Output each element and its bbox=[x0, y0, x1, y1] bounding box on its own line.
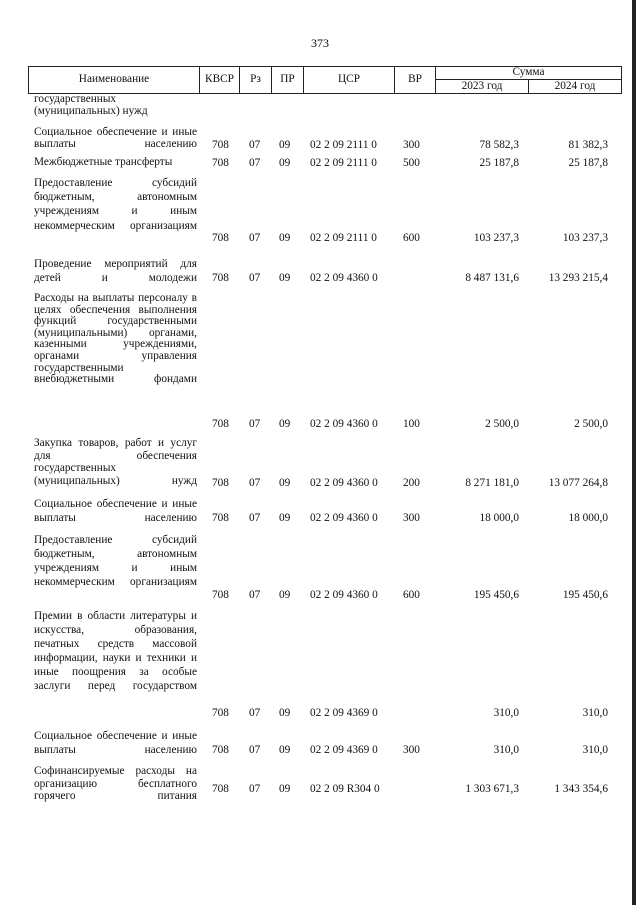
table-row bbox=[28, 765, 622, 811]
row-kvsr: 708 bbox=[212, 418, 229, 430]
row-name: Проведение мероприятий для детей и молодежи bbox=[34, 258, 197, 284]
row-csr: 02 2 09 4360 0 bbox=[310, 512, 378, 524]
row-csr: 02 2 09 4369 0 bbox=[310, 707, 378, 719]
row-kvsr: 708 bbox=[212, 139, 229, 151]
row-sum-2024: 103 237,3 bbox=[562, 232, 608, 244]
page-edge-border bbox=[632, 0, 636, 905]
row-sum-2023: 1 303 671,3 bbox=[465, 783, 519, 795]
row-sum-2023: 310,0 bbox=[493, 744, 519, 756]
row-name: Социальное обеспечение и иные выплаты населению bbox=[34, 126, 197, 150]
row-csr: 02 2 09 4360 0 bbox=[310, 477, 378, 489]
row-csr: 02 2 09 2111 0 bbox=[310, 139, 377, 151]
row-sum-2024: 18 000,0 bbox=[568, 512, 608, 524]
row-sum-2024: 195 450,6 bbox=[562, 589, 608, 601]
row-kvsr: 708 bbox=[212, 744, 229, 756]
row-pr: 09 bbox=[279, 744, 291, 756]
row-rz: 07 bbox=[249, 139, 261, 151]
row-rz: 07 bbox=[249, 707, 261, 719]
header-name: Наименование bbox=[28, 66, 200, 94]
row-csr: 02 2 09 R304 0 bbox=[310, 783, 380, 795]
row-sum-2024: 25 187,8 bbox=[568, 157, 608, 169]
row-csr: 02 2 09 2111 0 bbox=[310, 232, 377, 244]
header-pr: ПР bbox=[271, 66, 304, 94]
row-name: Социальное обеспечение и иные выплаты населению bbox=[34, 498, 197, 524]
row-name: государственных (муниципальных) нужд bbox=[34, 93, 148, 117]
table-row bbox=[28, 497, 622, 533]
table-body bbox=[28, 94, 622, 811]
header-year-2023: 2023 год bbox=[435, 79, 529, 94]
row-csr: 02 2 09 2111 0 bbox=[310, 157, 377, 169]
row-vr: 600 bbox=[403, 589, 420, 601]
row-name: Предоставление субсидий бюджетным, автономным учреждениям и иным некоммерческим организациям bbox=[34, 177, 197, 232]
table-row bbox=[28, 257, 622, 293]
row-vr: 300 bbox=[403, 139, 420, 151]
row-pr: 09 bbox=[279, 477, 291, 489]
row-name: Закупка товаров, работ и услуг для обеспечения государственных (муниципальных) нужд bbox=[34, 437, 197, 487]
header-vr: ВР bbox=[394, 66, 436, 94]
row-pr: 09 bbox=[279, 589, 291, 601]
row-sum-2024: 13 293 215,4 bbox=[548, 272, 608, 284]
row-sum-2023: 2 500,0 bbox=[485, 418, 519, 430]
table-row bbox=[28, 729, 622, 765]
row-sum-2023: 78 582,3 bbox=[479, 139, 519, 151]
row-kvsr: 708 bbox=[212, 232, 229, 244]
header-sum: Сумма bbox=[435, 66, 622, 80]
row-vr: 500 bbox=[403, 157, 420, 169]
row-sum-2023: 8 487 131,6 bbox=[465, 272, 519, 284]
header-kvsr: КВСР bbox=[199, 66, 240, 94]
row-sum-2024: 310,0 bbox=[582, 707, 608, 719]
row-rz: 07 bbox=[249, 157, 261, 169]
header-year-2024: 2024 год bbox=[528, 79, 622, 94]
table-row bbox=[28, 174, 622, 257]
row-kvsr: 708 bbox=[212, 477, 229, 489]
row-kvsr: 708 bbox=[212, 272, 229, 284]
row-name: Премии в области литературы и искусства, образования, печатных средств массовой информации, науки и техники и иные поощрения за особые заслуги перед государством bbox=[34, 610, 197, 693]
header-rz: Рз bbox=[239, 66, 272, 94]
header-csr: ЦСР bbox=[303, 66, 395, 94]
table-row bbox=[28, 437, 622, 497]
row-rz: 07 bbox=[249, 232, 261, 244]
row-sum-2023: 195 450,6 bbox=[473, 589, 519, 601]
row-kvsr: 708 bbox=[212, 589, 229, 601]
row-rz: 07 bbox=[249, 783, 261, 795]
row-pr: 09 bbox=[279, 783, 291, 795]
row-vr: 300 bbox=[403, 744, 420, 756]
row-name: Социальное обеспечение и иные выплаты населению bbox=[34, 730, 197, 756]
row-rz: 07 bbox=[249, 418, 261, 430]
row-kvsr: 708 bbox=[212, 512, 229, 524]
table-row bbox=[28, 127, 622, 157]
row-rz: 07 bbox=[249, 272, 261, 284]
row-vr: 600 bbox=[403, 232, 420, 244]
row-vr: 100 bbox=[403, 418, 420, 430]
row-name: Софинансируемые расходы на организацию бесплатного горячего питания bbox=[34, 765, 197, 803]
row-csr: 02 2 09 4360 0 bbox=[310, 272, 378, 284]
row-pr: 09 bbox=[279, 157, 291, 169]
row-vr: 300 bbox=[403, 512, 420, 524]
row-pr: 09 bbox=[279, 512, 291, 524]
row-name: Межбюджетные трансферты bbox=[34, 156, 173, 168]
row-pr: 09 bbox=[279, 272, 291, 284]
table-row bbox=[28, 157, 622, 174]
row-sum-2024: 2 500,0 bbox=[574, 418, 608, 430]
table-header bbox=[28, 66, 622, 94]
row-kvsr: 708 bbox=[212, 783, 229, 795]
row-pr: 09 bbox=[279, 139, 291, 151]
table-row bbox=[28, 94, 622, 127]
table-row bbox=[28, 609, 622, 729]
row-rz: 07 bbox=[249, 512, 261, 524]
row-pr: 09 bbox=[279, 418, 291, 430]
row-rz: 07 bbox=[249, 744, 261, 756]
row-sum-2023: 18 000,0 bbox=[479, 512, 519, 524]
row-rz: 07 bbox=[249, 589, 261, 601]
row-sum-2024: 310,0 bbox=[582, 744, 608, 756]
row-rz: 07 bbox=[249, 477, 261, 489]
row-sum-2023: 103 237,3 bbox=[473, 232, 519, 244]
row-csr: 02 2 09 4360 0 bbox=[310, 418, 378, 430]
row-sum-2023: 25 187,8 bbox=[479, 157, 519, 169]
row-vr: 200 bbox=[403, 477, 420, 489]
table-row bbox=[28, 293, 622, 437]
row-name: Расходы на выплаты персоналу в целях обеспечения выполнения функций государственными (муниципальными) органами, казенными учреждениями, органами управления государственными внебюджетными фондами bbox=[34, 292, 197, 386]
row-pr: 09 bbox=[279, 232, 291, 244]
row-sum-2024: 13 077 264,8 bbox=[548, 477, 608, 489]
row-sum-2023: 310,0 bbox=[493, 707, 519, 719]
page-number: 373 bbox=[311, 36, 329, 50]
row-name: Предоставление субсидий бюджетным, автономным учреждениям и иным некоммерческим организациям bbox=[34, 534, 197, 588]
row-sum-2023: 8 271 181,0 bbox=[465, 477, 519, 489]
row-sum-2024: 1 343 354,6 bbox=[554, 783, 608, 795]
row-kvsr: 708 bbox=[212, 157, 229, 169]
table-row bbox=[28, 533, 622, 609]
row-csr: 02 2 09 4360 0 bbox=[310, 589, 378, 601]
row-sum-2024: 81 382,3 bbox=[568, 139, 608, 151]
row-pr: 09 bbox=[279, 707, 291, 719]
row-csr: 02 2 09 4369 0 bbox=[310, 744, 378, 756]
row-kvsr: 708 bbox=[212, 707, 229, 719]
